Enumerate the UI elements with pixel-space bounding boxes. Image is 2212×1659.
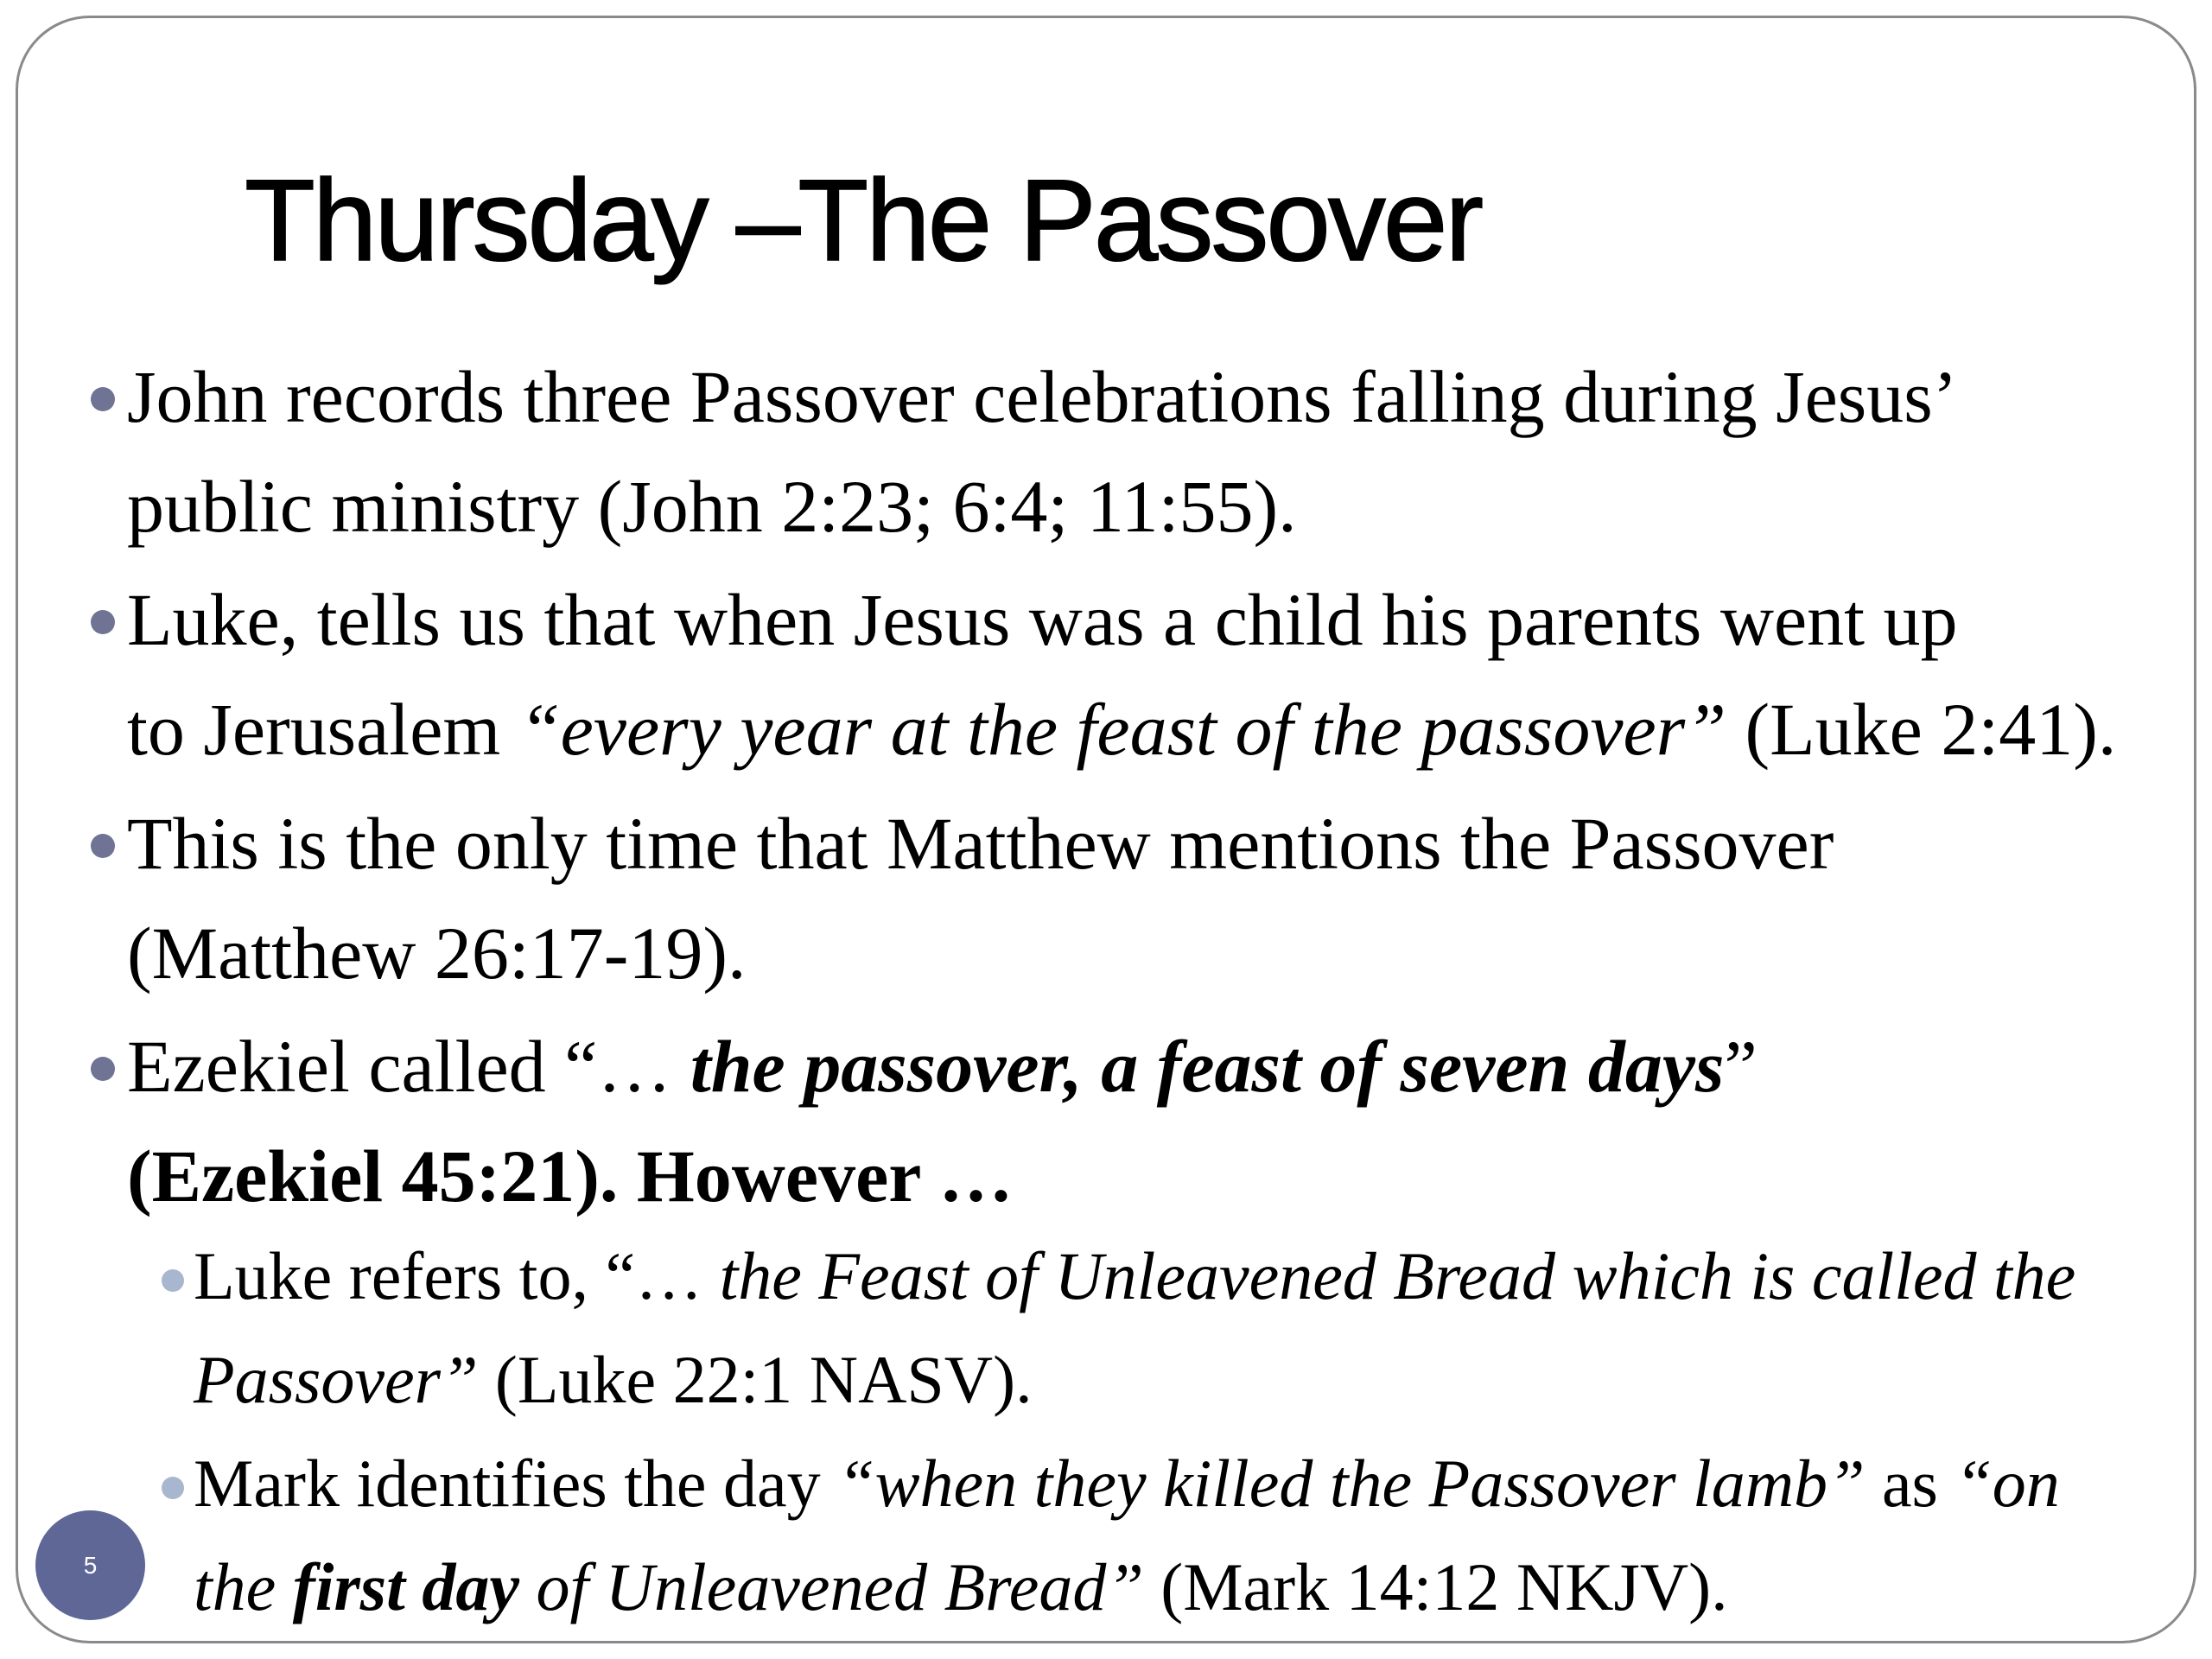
bullet-line [127, 899, 1834, 1008]
text-segment: (Matthew 26:17-19). [127, 912, 747, 995]
slide-title: Thursday –The Passover [245, 156, 1482, 285]
bullet-item [127, 342, 1957, 562]
sub-bullet-item [194, 1432, 2060, 1639]
text-segment: (Luke 22:1 NASV). [478, 1342, 1033, 1417]
text-segment: public ministry (John 2:23; 6:4; 11:55). [127, 465, 1297, 548]
text-segment: first day [292, 1549, 519, 1624]
text-segment: the [194, 1549, 293, 1624]
page-number-badge: 5 [35, 1510, 145, 1620]
bullet-line [194, 1224, 2075, 1328]
text-segment: Passover” [194, 1342, 479, 1417]
bullet-dot [162, 1269, 184, 1292]
bullet-line [127, 675, 2116, 785]
bullet-line [127, 1122, 1758, 1231]
bullet-line [194, 1535, 2060, 1639]
text-segment: Luke, tells us that when Jesus was a child his parents went up [127, 578, 1958, 661]
sub-bullet-item [194, 1224, 2075, 1432]
bullet-dot [91, 834, 115, 858]
text-segment: of Unleavened Bread” [518, 1549, 1144, 1624]
text-segment: “every year at the feast of the passover” [518, 688, 1726, 771]
bullet-line [194, 1328, 2075, 1432]
text-segment: “when they killed the Passover lamb” [837, 1446, 1866, 1521]
text-segment: to Jerusalem [127, 688, 519, 771]
text-segment: This is the only time that Matthew mentions the Passover [127, 802, 1834, 885]
text-segment: Luke refers to, “… [194, 1238, 720, 1313]
text-segment: as [1865, 1446, 1955, 1521]
slide [16, 16, 2196, 1643]
text-segment: the passover, a feast of seven days [690, 1025, 1725, 1108]
bullet-line [127, 565, 2116, 675]
bullet-line [127, 789, 1834, 899]
text-segment: (Mark 14:12 NKJV). [1143, 1549, 1728, 1624]
text-segment: Ezekiel called “… [127, 1025, 690, 1108]
text-segment: (Ezekiel 45:21). However … [127, 1135, 1014, 1217]
bullet-item [127, 565, 2116, 785]
text-segment: the Feast of Unleavened Bread which is called the [719, 1238, 2076, 1313]
bullet-line [127, 452, 1957, 562]
bullet-item [127, 789, 1834, 1008]
bullet-dot [91, 387, 115, 411]
bullet-dot [162, 1477, 184, 1499]
text-segment: Mark identifies the day [194, 1446, 838, 1521]
bullet-line [127, 1012, 1758, 1122]
text-segment: “on [1955, 1446, 2060, 1521]
text-segment: ” [1724, 1025, 1758, 1108]
bullet-line [127, 342, 1957, 452]
bullet-line [194, 1432, 2060, 1535]
slide-content [18, 18, 2194, 1641]
bullet-dot [91, 1057, 115, 1081]
bullet-dot [91, 610, 115, 634]
bullet-item [127, 1012, 1758, 1231]
text-segment: John records three Passover celebrations falling during Jesus’ [127, 355, 1958, 438]
text-segment: (Luke 2:41). [1726, 688, 2117, 771]
